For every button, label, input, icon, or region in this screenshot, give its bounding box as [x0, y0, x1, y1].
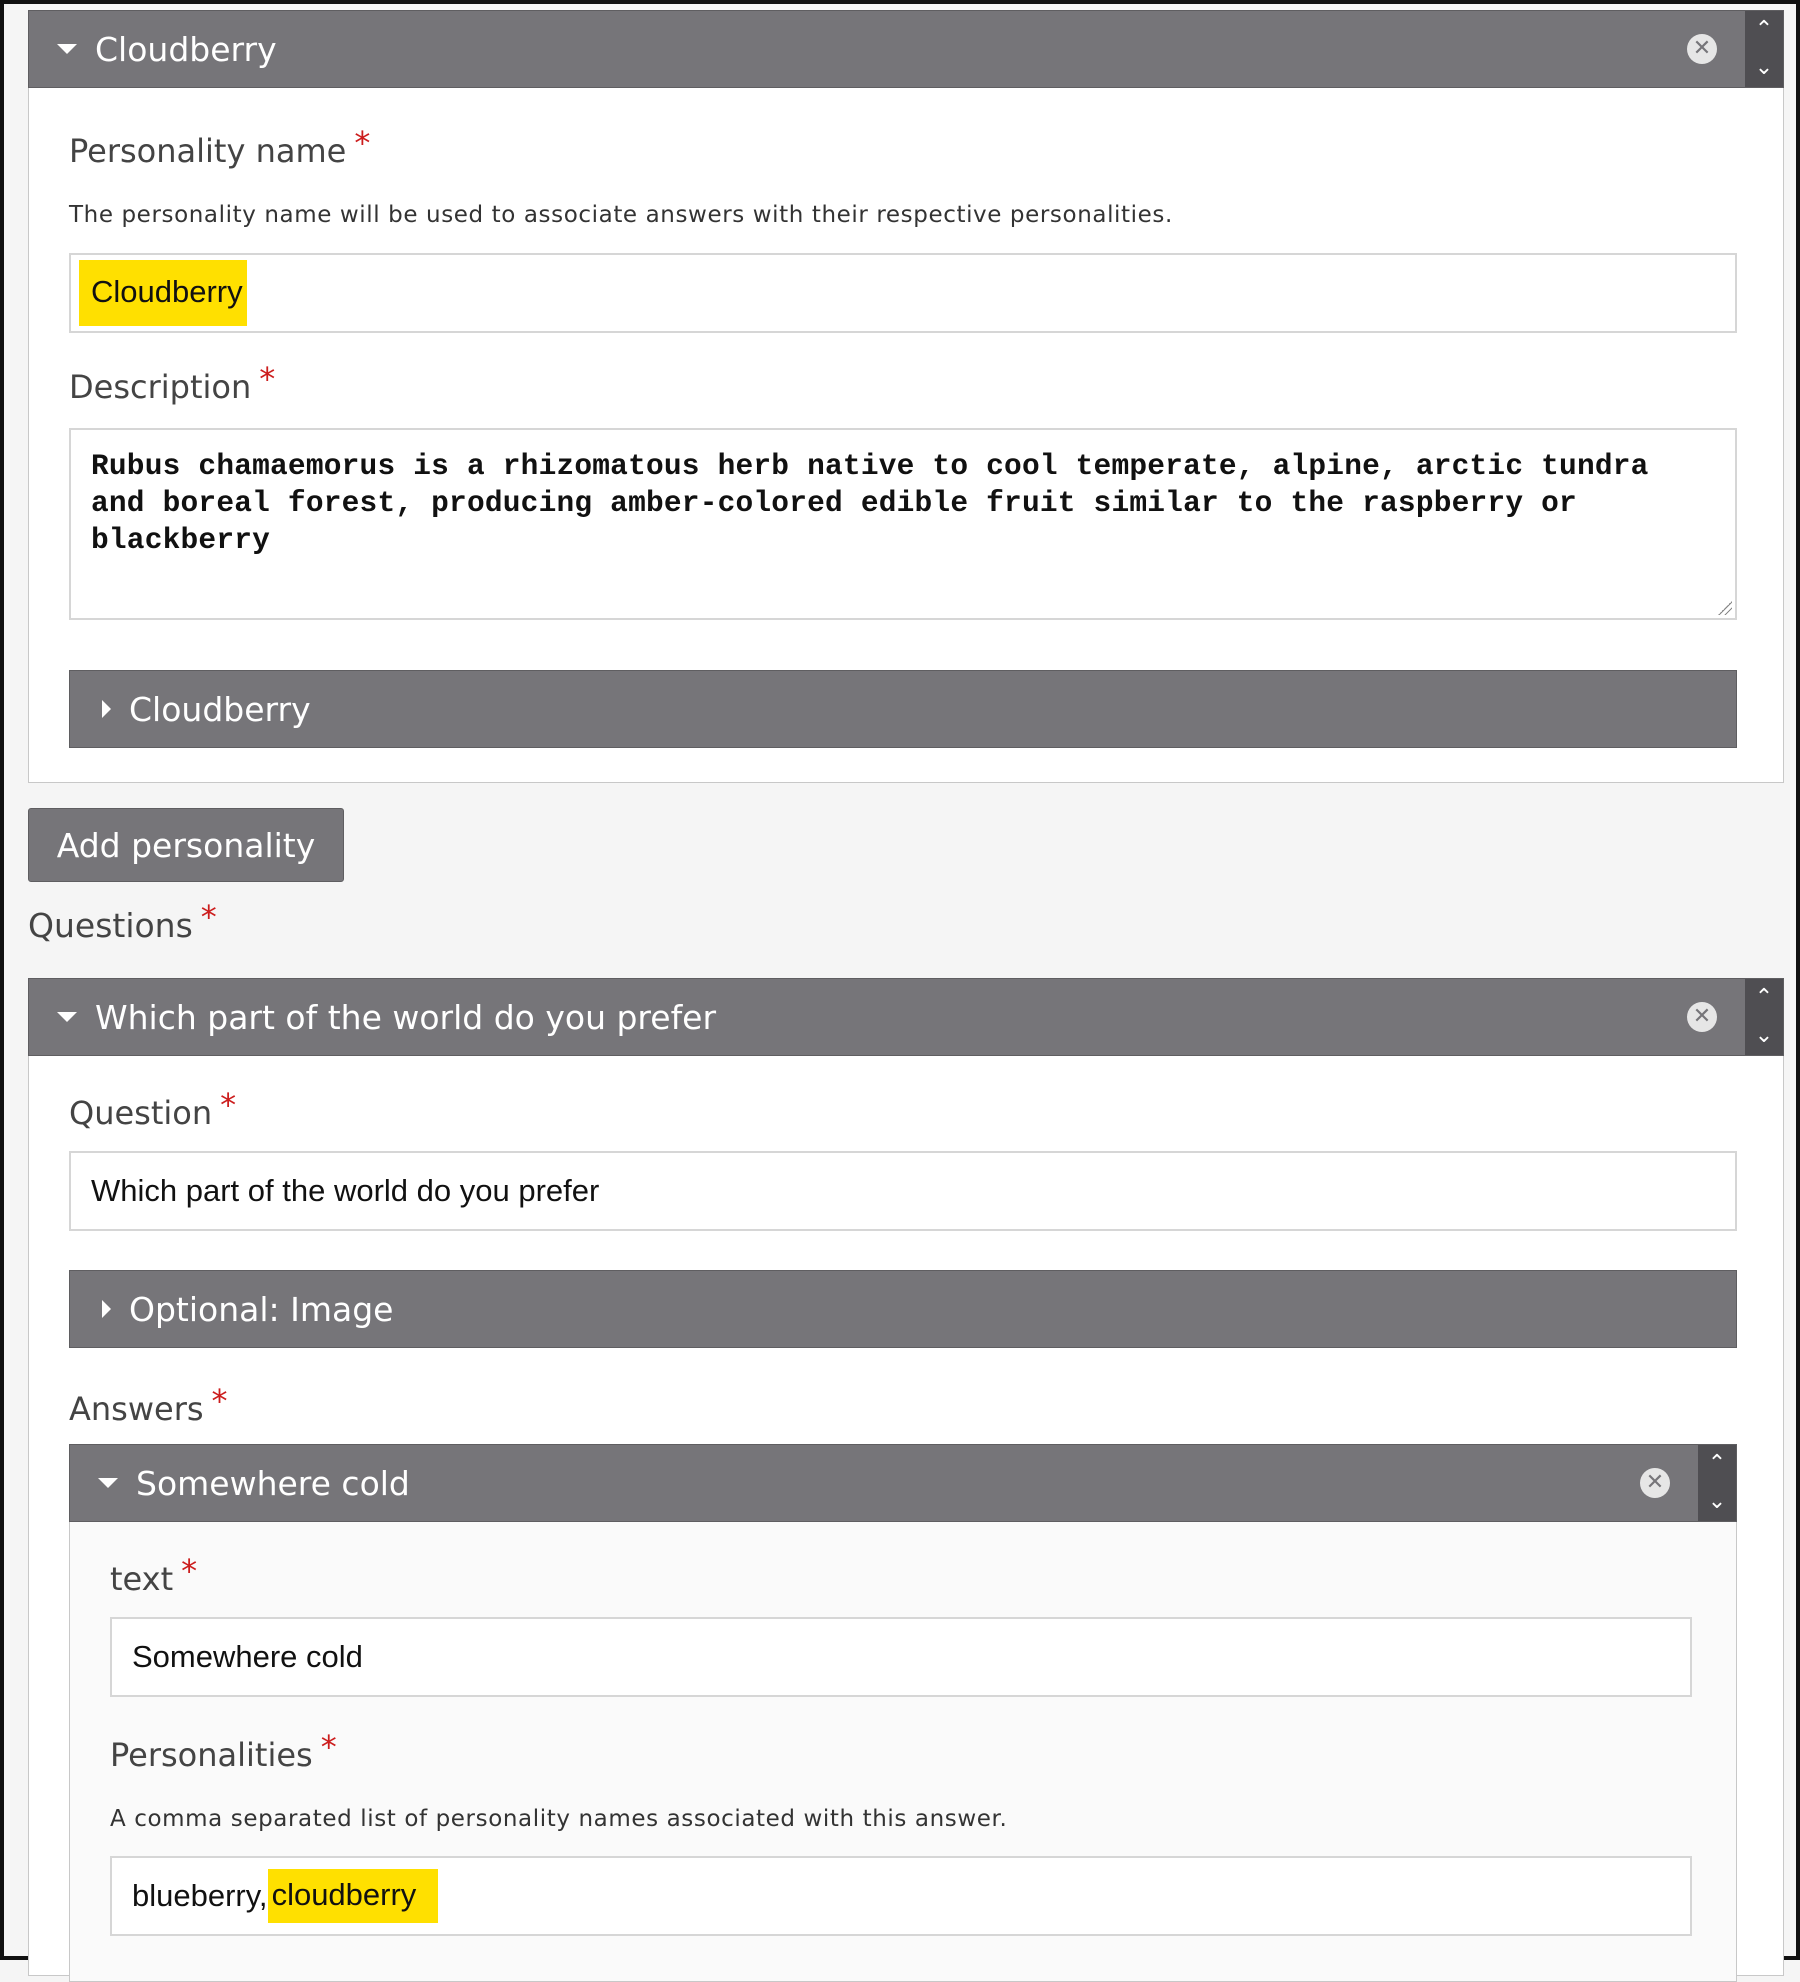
required-marker: *	[211, 1382, 228, 1420]
required-marker: *	[354, 124, 371, 162]
image-section-title: Optional: Image	[129, 1289, 394, 1329]
add-personality-button[interactable]: Add personality	[28, 808, 344, 882]
question-item	[28, 978, 1784, 1976]
personality-pane	[28, 88, 1784, 783]
collapse-caret-icon[interactable]	[98, 1478, 118, 1488]
move-down-chevron-down-icon[interactable]: ⌄	[1754, 1023, 1774, 1048]
questions-label-text: Questions	[28, 906, 193, 945]
collapse-caret-icon[interactable]	[57, 44, 77, 54]
image-section[interactable]	[69, 1270, 1737, 1348]
reorder-handle[interactable]	[1745, 11, 1783, 87]
required-marker: *	[181, 1552, 198, 1590]
personalities-value-prefix: blueberry,	[132, 1878, 268, 1913]
required-marker: *	[320, 1728, 337, 1766]
personality-name-help: The personality name will be used to associate answers with their respective personalities.	[69, 202, 1173, 228]
answer-header-title: Somewhere cold	[136, 1463, 410, 1503]
expand-caret-icon[interactable]	[102, 1300, 111, 1318]
personality-name-label	[69, 124, 371, 170]
answer-item	[69, 1444, 1737, 1982]
reorder-handle[interactable]	[1745, 979, 1783, 1055]
answer-text-label	[110, 1552, 198, 1598]
reorder-handle[interactable]	[1698, 1445, 1736, 1521]
personality-name-value: Cloudberry	[79, 260, 247, 326]
personalities-value-highlight: cloudberry	[268, 1869, 439, 1923]
move-down-chevron-down-icon[interactable]: ⌄	[1707, 1489, 1727, 1514]
personalities-label-text: Personalities	[110, 1736, 313, 1774]
description-value: Rubus chamaemorus is a rhizomatous herb native to cool temperate, alpine, arctic tundra and boreal forest, producing amber-colored edible fruit similar to the raspberry or blackberry	[91, 449, 1649, 557]
personality-header-title: Cloudberry	[95, 29, 277, 69]
answer-text-label-text: text	[110, 1560, 174, 1598]
personalities-label	[110, 1728, 337, 1774]
move-up-chevron-up-icon[interactable]: ⌃	[1754, 985, 1774, 1010]
personality-name-label-text: Personality name	[69, 132, 347, 170]
description-label-text: Description	[69, 368, 252, 406]
question-pane	[28, 1056, 1784, 1976]
personality-name-input[interactable]	[69, 253, 1737, 333]
move-up-chevron-up-icon[interactable]: ⌃	[1707, 1451, 1727, 1476]
question-value: Which part of the world do you prefer	[91, 1173, 600, 1208]
remove-question-close-icon[interactable]: ✕	[1687, 1002, 1717, 1032]
question-input[interactable]	[69, 1151, 1737, 1231]
description-label	[69, 360, 276, 406]
answer-header[interactable]	[69, 1444, 1737, 1522]
remove-answer-close-icon[interactable]: ✕	[1640, 1468, 1670, 1498]
move-down-chevron-down-icon[interactable]: ⌄	[1754, 55, 1774, 80]
answer-pane	[69, 1522, 1737, 1982]
personality-header[interactable]	[28, 10, 1784, 88]
question-label-text: Question	[69, 1094, 213, 1132]
answers-label	[69, 1382, 228, 1428]
form-container	[28, 10, 1784, 1913]
personality-collapsed-section[interactable]	[69, 670, 1737, 748]
required-marker: *	[220, 1086, 237, 1124]
answer-text-input[interactable]	[110, 1617, 1692, 1697]
personalities-input[interactable]	[110, 1856, 1692, 1936]
question-header[interactable]	[28, 978, 1784, 1056]
required-marker: *	[259, 360, 276, 398]
question-label	[69, 1086, 237, 1132]
questions-label	[28, 898, 217, 945]
collapse-caret-icon[interactable]	[57, 1012, 77, 1022]
personality-collapsed-section-title: Cloudberry	[129, 689, 311, 729]
resize-handle-icon[interactable]	[1718, 601, 1732, 615]
question-header-title: Which part of the world do you prefer	[95, 997, 717, 1037]
expand-caret-icon[interactable]	[102, 700, 111, 718]
required-marker: *	[200, 898, 217, 936]
answer-text-value: Somewhere cold	[132, 1639, 363, 1674]
move-up-chevron-up-icon[interactable]: ⌃	[1754, 17, 1774, 42]
remove-personality-close-icon[interactable]: ✕	[1687, 34, 1717, 64]
personalities-help: A comma separated list of personality names associated with this answer.	[110, 1806, 1008, 1832]
description-textarea[interactable]	[69, 428, 1737, 620]
answers-label-text: Answers	[69, 1390, 204, 1428]
